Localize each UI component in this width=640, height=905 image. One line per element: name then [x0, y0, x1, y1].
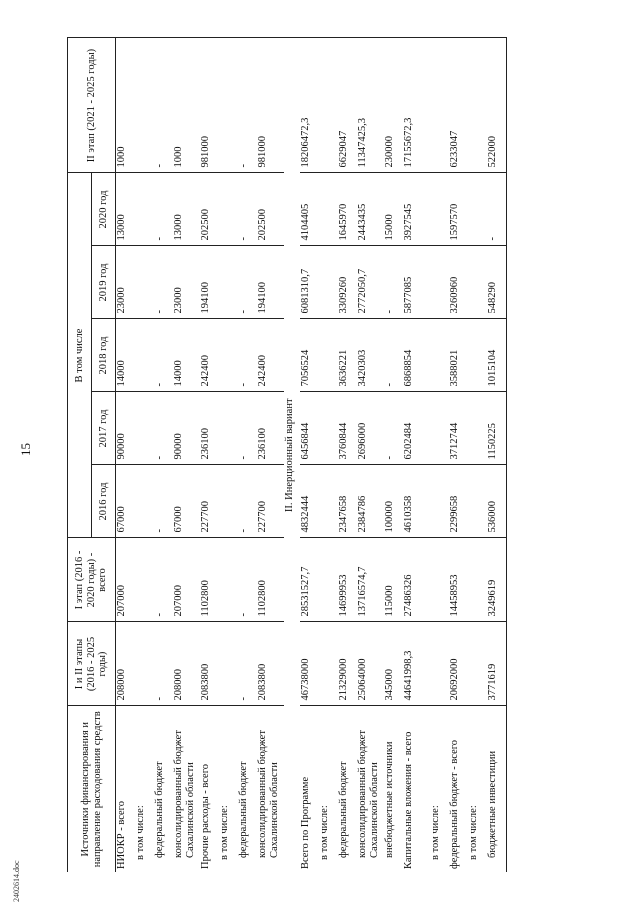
table-cell — [319, 465, 338, 538]
table-cell — [219, 538, 238, 622]
table-cell: 3588021 — [449, 319, 468, 392]
row-label: в том числе: — [430, 706, 449, 872]
table-cell: 1645970 — [338, 173, 357, 246]
table-cell: 90000 — [173, 392, 200, 465]
table-cell — [430, 538, 449, 622]
header-stage2: II этап (2021 - 2025 годы) — [68, 38, 116, 173]
table-cell: 1102800 — [257, 538, 284, 622]
table-cell: 23000 — [173, 246, 200, 319]
table-cell: - — [154, 38, 173, 173]
table-cell: 11347425,3 — [357, 38, 384, 173]
table-cell: 1150225 — [487, 392, 507, 465]
table-cell: 27486326 — [403, 538, 430, 622]
table-cell: 13716574,7 — [357, 538, 384, 622]
table-cell: - — [154, 392, 173, 465]
table-cell: 21329000 — [338, 622, 357, 706]
table-cell: 100000 — [384, 465, 403, 538]
table-cell: 1015104 — [487, 319, 507, 392]
header-2020: 2020 год — [92, 173, 116, 246]
table-cell: 4610358 — [403, 465, 430, 538]
table-cell: 194100 — [257, 246, 284, 319]
table-cell — [468, 246, 487, 319]
table-row — [468, 38, 487, 872]
table-cell: 1000 — [173, 38, 200, 173]
table-cell: - — [238, 246, 257, 319]
table-cell — [319, 319, 338, 392]
table-cell: 242400 — [200, 319, 219, 392]
table-cell: 18206472,3 — [300, 38, 319, 173]
table-cell: 208000 — [116, 622, 136, 706]
table-cell — [219, 173, 238, 246]
table-cell — [468, 538, 487, 622]
section-title: II. Инерционный вариант — [284, 38, 300, 872]
page-number: 15 — [18, 443, 33, 456]
table-cell — [468, 173, 487, 246]
table-cell: 236100 — [257, 392, 284, 465]
row-label: консолидированный бюджет Сахалинской области — [357, 706, 384, 872]
row-label: в том числе: — [319, 706, 338, 872]
table-cell — [430, 465, 449, 538]
table-cell: - — [238, 38, 257, 173]
table-cell: 981000 — [257, 38, 284, 173]
row-label: федеральный бюджет - всего — [449, 706, 468, 872]
table-cell: 44641998,3 — [403, 622, 430, 706]
table-row — [238, 38, 257, 872]
table-cell: 4832444 — [300, 465, 319, 538]
table-cell: 227700 — [257, 465, 284, 538]
table-cell: 115000 — [384, 538, 403, 622]
table-cell: 3771619 — [487, 622, 507, 706]
table-body — [116, 38, 507, 872]
table-cell — [219, 38, 238, 173]
table-cell — [468, 38, 487, 173]
table-cell — [319, 246, 338, 319]
table-cell — [430, 319, 449, 392]
table-cell: 536000 — [487, 465, 507, 538]
footer-file-name: 2402614.doc — [12, 860, 21, 902]
table-cell: 2299658 — [449, 465, 468, 538]
row-label: внебюджетные источники — [384, 706, 403, 872]
row-label: федеральный бюджет — [238, 706, 257, 872]
header-2017: 2017 год — [92, 392, 116, 465]
table-cell — [468, 319, 487, 392]
table-cell — [319, 392, 338, 465]
table-cell: 202500 — [200, 173, 219, 246]
table-cell: 3420303 — [357, 319, 384, 392]
table-cell: 3712744 — [449, 392, 468, 465]
table-cell: 2083800 — [200, 622, 219, 706]
table-row — [135, 38, 154, 872]
table-row — [449, 38, 468, 872]
table-cell: 25064000 — [357, 622, 384, 706]
table-row — [487, 38, 507, 872]
header-2019: 2019 год — [92, 246, 116, 319]
row-label: в том числе: — [219, 706, 238, 872]
table-cell: 548290 — [487, 246, 507, 319]
table-cell: 2384786 — [357, 465, 384, 538]
table-cell: - — [154, 622, 173, 706]
table-cell: 208000 — [173, 622, 200, 706]
table-cell: - — [238, 538, 257, 622]
table-cell: 236100 — [200, 392, 219, 465]
table-cell: - — [238, 173, 257, 246]
table-cell: 14000 — [116, 319, 136, 392]
table-cell: 15000 — [384, 173, 403, 246]
table-cell: 7056524 — [300, 319, 319, 392]
table-cell: 2772050,7 — [357, 246, 384, 319]
table-cell — [468, 392, 487, 465]
table-cell — [219, 465, 238, 538]
table-row — [384, 38, 403, 872]
table-cell — [219, 246, 238, 319]
table-cell: 345000 — [384, 622, 403, 706]
row-label: Всего по Программе — [300, 706, 319, 872]
table-cell — [219, 622, 238, 706]
header-source: Источники финансирования и направление расходования средств — [68, 706, 116, 872]
table-cell — [135, 173, 154, 246]
header-2016: 2016 год — [92, 465, 116, 538]
table-cell: 14000 — [173, 319, 200, 392]
table-cell: - — [154, 173, 173, 246]
table-cell — [135, 465, 154, 538]
table-cell: 23000 — [116, 246, 136, 319]
row-label: федеральный бюджет — [338, 706, 357, 872]
table-cell: 28531527,7 — [300, 538, 319, 622]
table-cell — [430, 392, 449, 465]
table-cell — [135, 392, 154, 465]
table-cell: 2696000 — [357, 392, 384, 465]
table-cell — [319, 38, 338, 173]
table-row — [319, 38, 338, 872]
table-cell: 6456844 — [300, 392, 319, 465]
table-cell: 2443435 — [357, 173, 384, 246]
table-cell: 2347658 — [338, 465, 357, 538]
table-cell — [430, 246, 449, 319]
table-cell: 6868854 — [403, 319, 430, 392]
table-cell: 1102800 — [200, 538, 219, 622]
table-cell: 3249619 — [487, 538, 507, 622]
rotated-table-container — [67, 38, 580, 872]
table-cell: 14458953 — [449, 538, 468, 622]
table-cell: 207000 — [116, 538, 136, 622]
row-label: НИОКР - всего — [116, 706, 136, 872]
table-cell — [219, 392, 238, 465]
table-row — [116, 38, 136, 872]
header-stage1: I этап (2016 - 2020 годы) - всего — [68, 538, 116, 622]
table-row — [357, 38, 384, 872]
table-cell: 3760844 — [338, 392, 357, 465]
row-label: консолидированный бюджет Сахалинской области — [257, 706, 284, 872]
table-cell: 67000 — [173, 465, 200, 538]
table-cell: 6629047 — [338, 38, 357, 173]
table-cell: 3309260 — [338, 246, 357, 319]
table-cell: 242400 — [257, 319, 284, 392]
row-label: консолидированный бюджет Сахалинской области — [173, 706, 200, 872]
table-cell — [319, 622, 338, 706]
table-cell: 5877085 — [403, 246, 430, 319]
table-cell — [319, 538, 338, 622]
table-cell — [430, 173, 449, 246]
table-cell: 207000 — [173, 538, 200, 622]
table-cell: - — [238, 392, 257, 465]
table-cell: 46738000 — [300, 622, 319, 706]
table-cell — [135, 538, 154, 622]
table-cell: 17155672,3 — [403, 38, 430, 173]
table-cell: - — [154, 465, 173, 538]
table-cell: 981000 — [200, 38, 219, 173]
table-cell: - — [384, 246, 403, 319]
table-row — [403, 38, 430, 872]
table-cell: 3927545 — [403, 173, 430, 246]
table-cell — [135, 622, 154, 706]
table-cell: 6202484 — [403, 392, 430, 465]
table-cell: 4104405 — [300, 173, 319, 246]
table-cell — [219, 319, 238, 392]
table-cell — [430, 622, 449, 706]
table-cell — [468, 622, 487, 706]
header-2018: 2018 год — [92, 319, 116, 392]
section-row — [284, 38, 300, 872]
table-cell: - — [154, 246, 173, 319]
table-row — [219, 38, 238, 872]
table-cell: - — [487, 173, 507, 246]
table-row — [173, 38, 200, 872]
table-cell: 90000 — [116, 392, 136, 465]
header-including: В том числе — [68, 173, 92, 538]
row-label: Прочие расходы - всего — [200, 706, 219, 872]
table-header — [68, 38, 116, 872]
table-row — [300, 38, 319, 872]
table-cell — [430, 38, 449, 173]
table-cell: 6233047 — [449, 38, 468, 173]
table-cell: 1000 — [116, 38, 136, 173]
table-row — [257, 38, 284, 872]
table-cell — [468, 465, 487, 538]
table-cell: 522000 — [487, 38, 507, 173]
table-row — [430, 38, 449, 872]
table-cell: 13000 — [173, 173, 200, 246]
row-label: в том числе: — [468, 706, 487, 872]
row-label: федеральный бюджет — [154, 706, 173, 872]
table-cell — [135, 38, 154, 173]
table-cell: 3636221 — [338, 319, 357, 392]
table-cell: 20692000 — [449, 622, 468, 706]
table-cell: 14699953 — [338, 538, 357, 622]
row-label: в том числе: — [135, 706, 154, 872]
table-cell: - — [154, 319, 173, 392]
table-cell: - — [154, 538, 173, 622]
table-cell: 3260960 — [449, 246, 468, 319]
header-total: I и II этапы (2016 - 2025 годы) — [68, 622, 116, 706]
table-cell: 67000 — [116, 465, 136, 538]
table-cell: 227700 — [200, 465, 219, 538]
table-cell: - — [238, 465, 257, 538]
table-cell: - — [238, 622, 257, 706]
table-cell — [135, 246, 154, 319]
table-cell: - — [238, 319, 257, 392]
table-cell: 230000 — [384, 38, 403, 173]
row-label: бюджетные инвестиции — [487, 706, 507, 872]
row-label: Капитальные вложения - всего — [403, 706, 430, 872]
table-cell: - — [384, 319, 403, 392]
table-cell: 6081310,7 — [300, 246, 319, 319]
table-row — [338, 38, 357, 872]
table-row — [154, 38, 173, 872]
table-cell: 194100 — [200, 246, 219, 319]
table-cell — [319, 173, 338, 246]
table-cell: 202500 — [257, 173, 284, 246]
table-cell: 13000 — [116, 173, 136, 246]
table-cell: - — [384, 392, 403, 465]
table-cell — [135, 319, 154, 392]
financing-table — [67, 38, 507, 873]
table-cell: 1597570 — [449, 173, 468, 246]
table-cell: 2083800 — [257, 622, 284, 706]
table-row — [200, 38, 219, 872]
